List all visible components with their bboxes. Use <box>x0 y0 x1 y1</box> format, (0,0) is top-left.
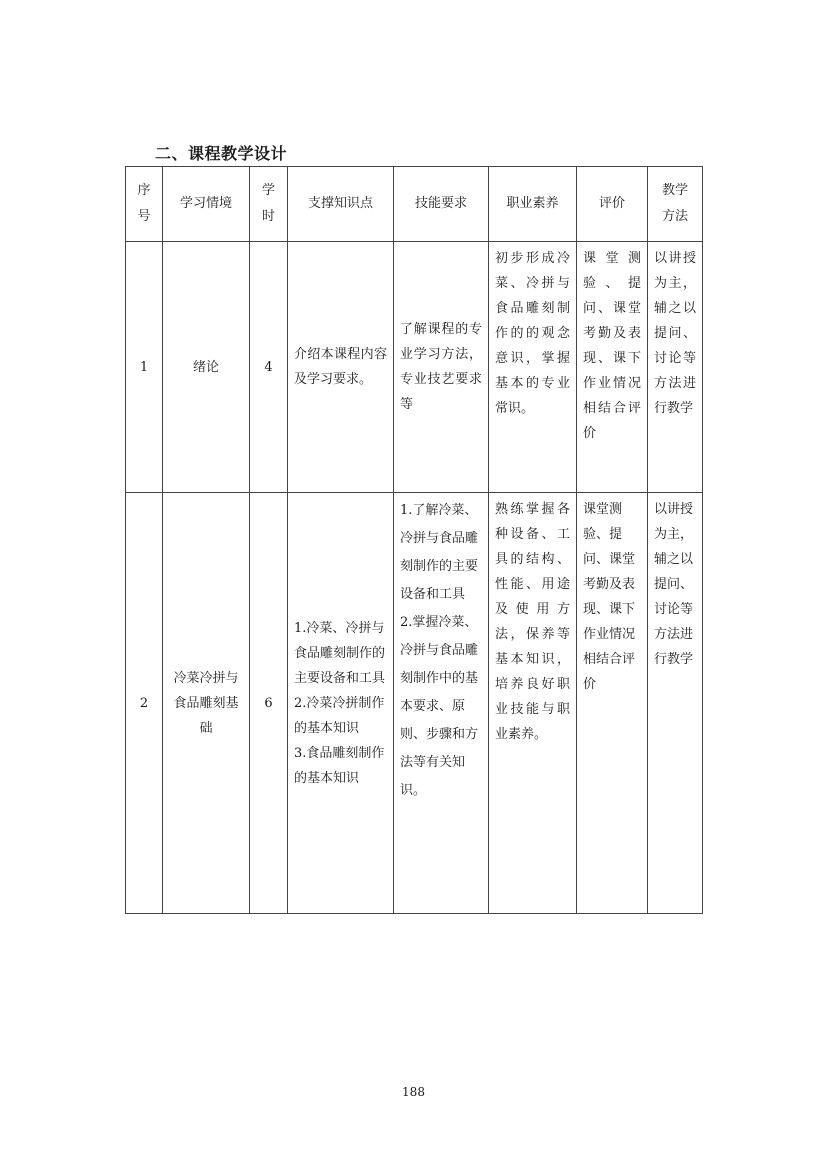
header-scenario: 学习情境 <box>163 167 250 242</box>
cell-skills: 了解课程的专业学习方法，专业技艺要求等 <box>394 242 489 493</box>
section-title: 二、课程教学设计 <box>155 144 288 163</box>
table-row <box>126 493 703 914</box>
cell-knowledge: 1.冷菜、冷拼与食品雕刻制作的主要设备和工具 2.冷菜冷拼制作的基本知识 3.食品雕刻制作的基本知识 <box>288 493 394 914</box>
cell-method: 以讲授为主，辅之以提问、讨论等方法进行教学 <box>648 242 703 493</box>
course-design-table <box>125 166 703 914</box>
cell-literacy: 熟练掌握各种设备、工具的结构、性能、用途及使用方法，保养等基本知识，培养良好职业技能与职业素养。 <box>489 493 577 914</box>
cell-no: 1 <box>126 242 163 493</box>
header-knowledge: 支撑知识点 <box>288 167 394 242</box>
cell-no: 2 <box>126 493 163 914</box>
header-literacy: 职业素养 <box>489 167 577 242</box>
cell-evaluation: 课堂测验、提问、课堂考勤及表现、课下作业情况相结合评价 <box>577 493 648 914</box>
cell-hours: 6 <box>250 493 288 914</box>
table-header-row <box>126 167 703 242</box>
cell-method: 以讲授为主，辅之以提问、讨论等方法进行教学 <box>648 493 703 914</box>
table-row <box>126 242 703 493</box>
header-evaluation: 评价 <box>577 167 648 242</box>
cell-hours: 4 <box>250 242 288 493</box>
header-hours: 学 时 <box>250 167 288 242</box>
header-skills: 技能要求 <box>394 167 489 242</box>
page-number: 188 <box>402 1085 425 1099</box>
cell-scenario: 冷菜冷拼与食品雕刻基础 <box>163 493 250 914</box>
cell-skills: 1.了解冷菜、冷拼与食品雕刻制作的主要设备和工具 2.掌握冷菜、冷拼与食品雕刻制作中的基本要求、原则、步骤和方法等有关知识。 <box>394 493 489 914</box>
header-method: 教学 方法 <box>648 167 703 242</box>
cell-knowledge: 介绍本课程内容及学习要求。 <box>288 242 394 493</box>
header-no: 序 号 <box>126 167 163 242</box>
cell-scenario: 绪论 <box>163 242 250 493</box>
cell-literacy: 初步形成冷菜、冷拼与食品雕刻制作的的观念意识，掌握基本的专业常识。 <box>489 242 577 493</box>
cell-evaluation: 课堂测验、提问、课堂考勤及表现、课下作业情况相结合评价 <box>577 242 648 493</box>
